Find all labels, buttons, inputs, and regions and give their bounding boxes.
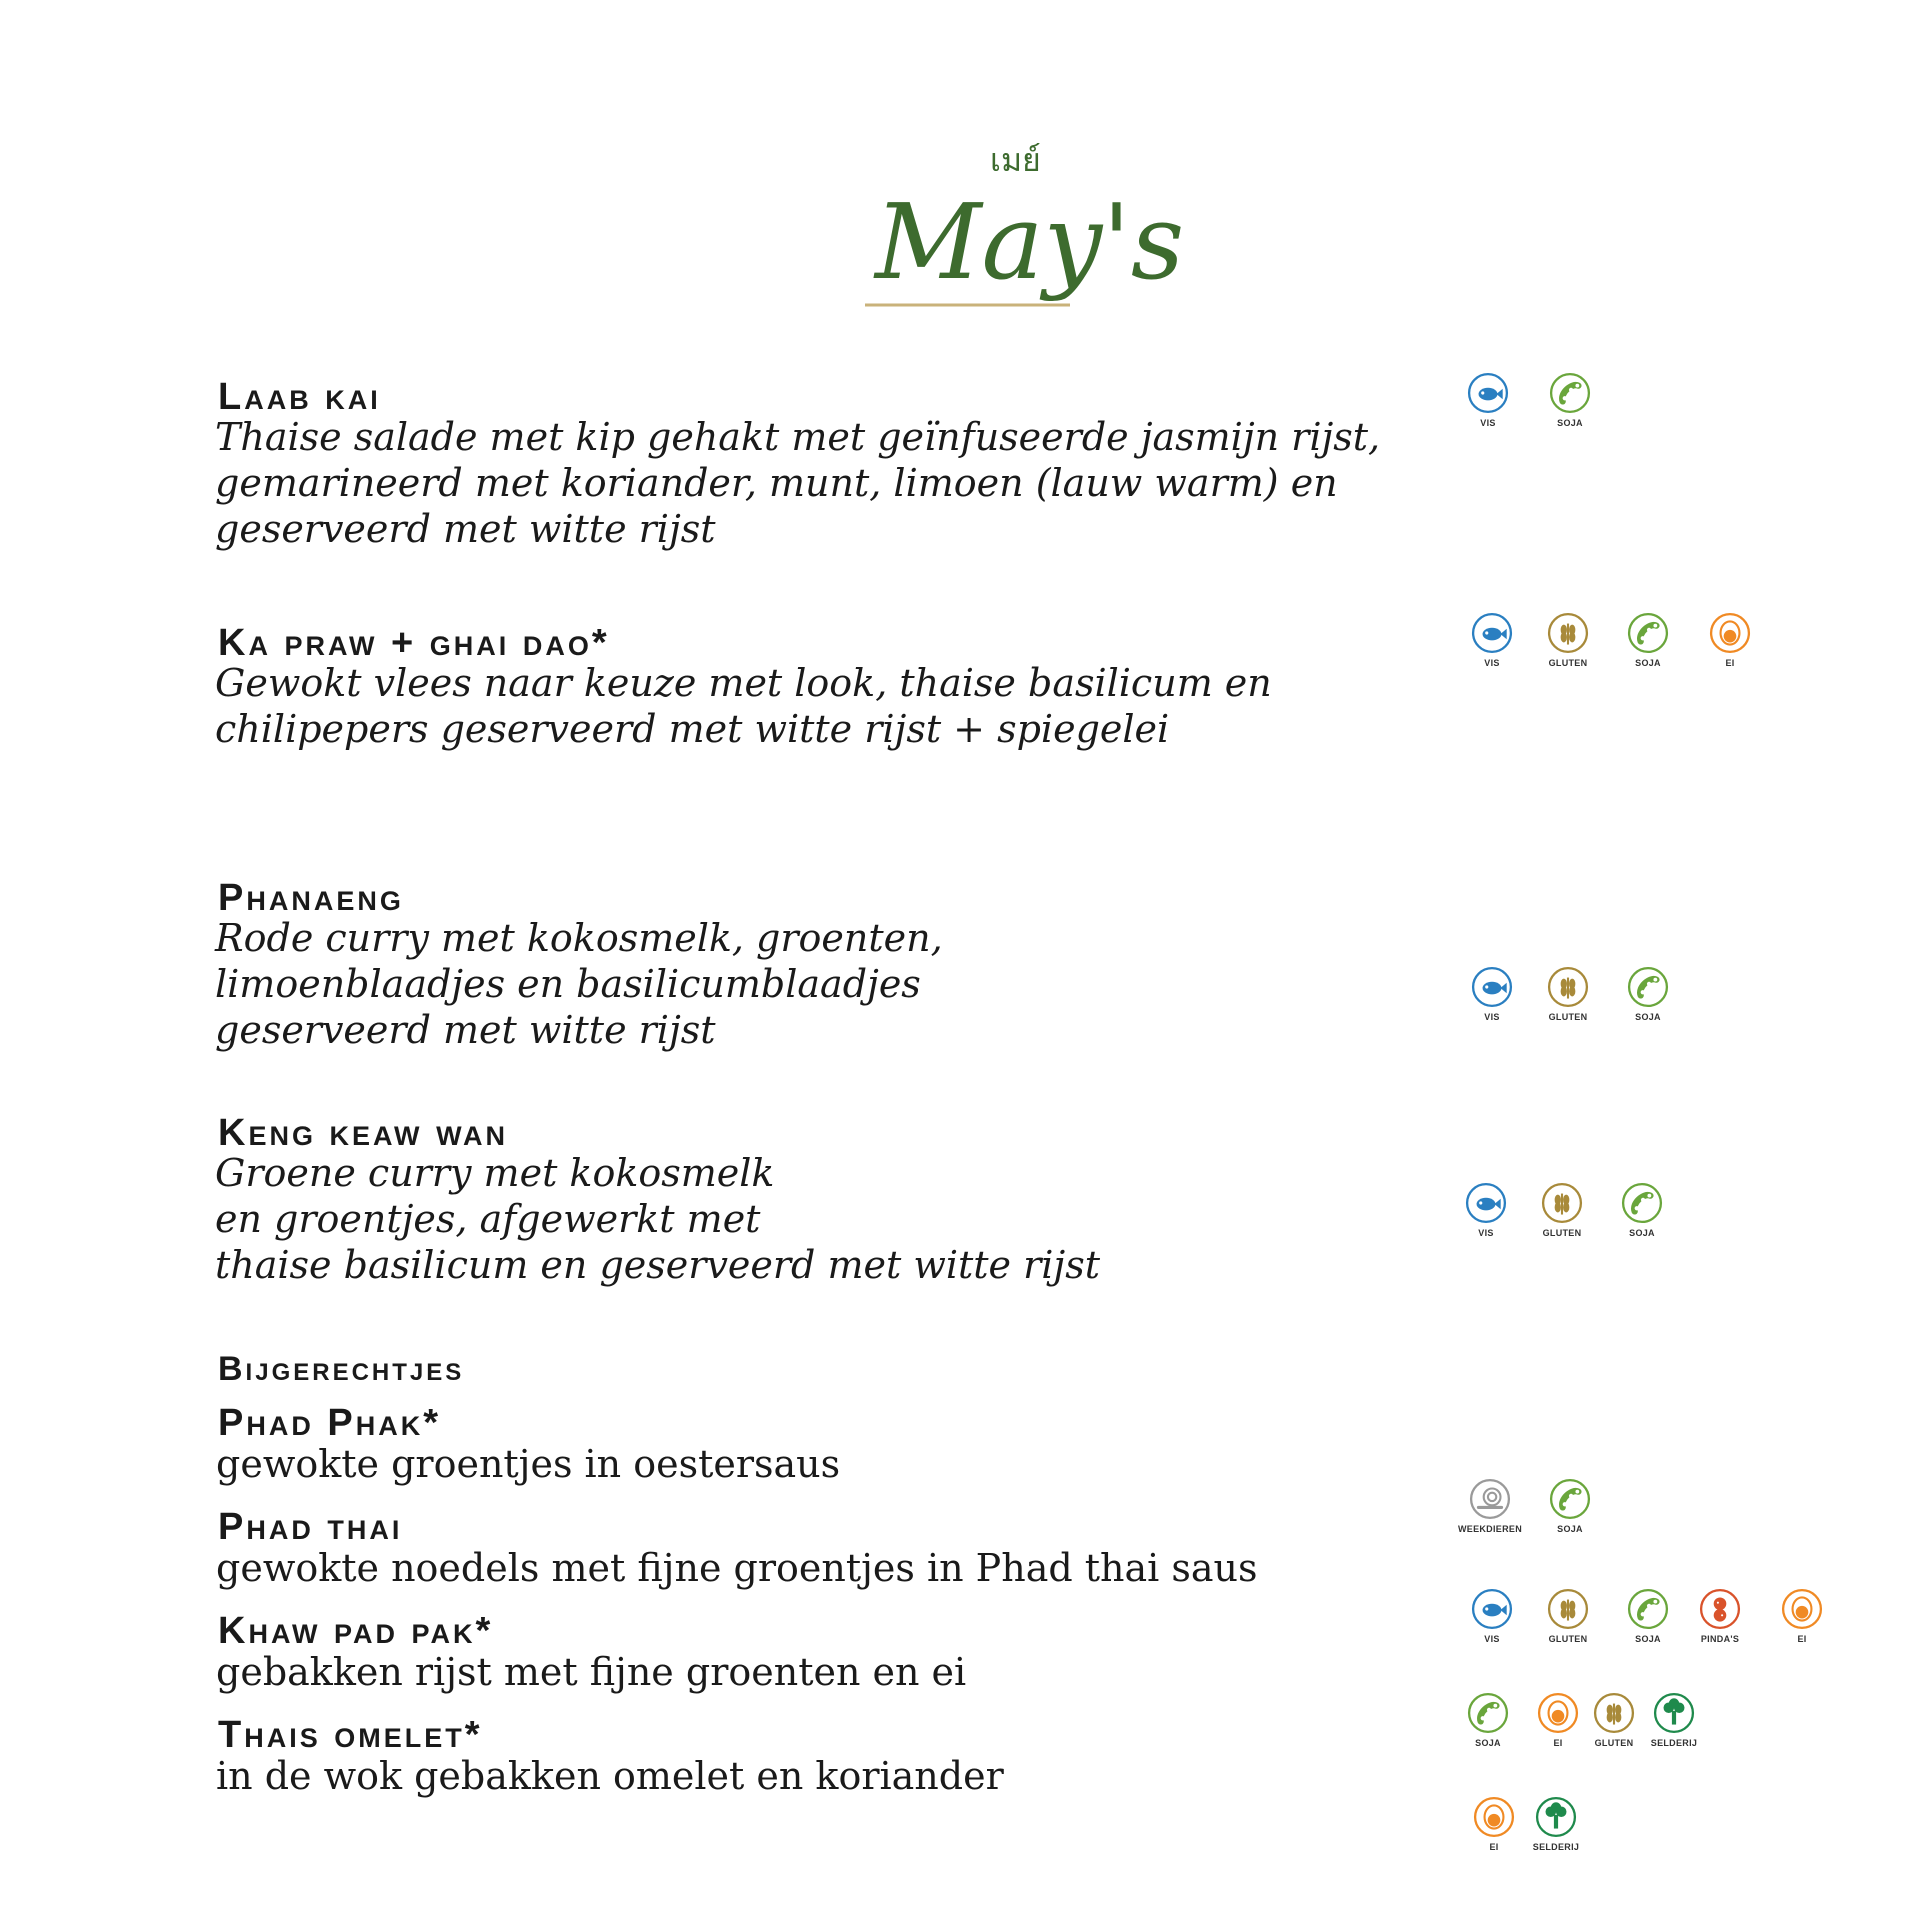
- allergen-label: VIS: [1484, 658, 1500, 668]
- allergen-label: WEEKDIEREN: [1457, 1524, 1522, 1534]
- fish-icon-svg: [1471, 966, 1513, 1008]
- allergen-label: SOJA: [1557, 1524, 1583, 1534]
- item-title: Ka praw + ghai dao*: [218, 622, 610, 664]
- fish-icon-svg: [1471, 1588, 1513, 1630]
- celery-icon: [1516, 1796, 1596, 1852]
- side-description: gewokte noedels met fijne groentjes in Phad thai saus: [216, 1546, 1258, 1590]
- snail-icon: [1450, 1478, 1530, 1534]
- egg-icon: [1762, 1588, 1842, 1644]
- celery-icon-svg: [1535, 1796, 1577, 1838]
- wheat-icon: [1528, 1588, 1608, 1644]
- egg-icon-svg: [1473, 1796, 1515, 1838]
- allergen-label: EI: [1797, 1634, 1807, 1644]
- wheat-icon-svg: [1593, 1692, 1635, 1734]
- allergen-label: GLUTEN: [1548, 1634, 1588, 1644]
- soy-icon: [1448, 1692, 1528, 1748]
- allergen-label: VIS: [1484, 1012, 1500, 1022]
- allergen-label: SOJA: [1557, 418, 1583, 428]
- wheat-icon: [1528, 612, 1608, 668]
- side-description: gewokte groentjes in oestersaus: [216, 1442, 841, 1486]
- allergen-label: EI: [1725, 658, 1735, 668]
- item-description: Groene curry met kokosmelk en groentjes, afgewerkt met thaise basilicum en geserveerd met witte rijst: [215, 1151, 1100, 1287]
- soy-icon: [1608, 966, 1688, 1022]
- sides-heading: Bijgerechtjes: [218, 1350, 465, 1388]
- allergen-label: GLUTEN: [1548, 1012, 1588, 1022]
- item-description: Rode curry met kokosmelk, groenten, limoenblaadjes en basilicumblaadjes geserveerd met witte rijst: [215, 916, 943, 1052]
- logo: [855, 170, 1185, 350]
- fish-icon-svg: [1471, 612, 1513, 654]
- allergen-label: SOJA: [1635, 1634, 1661, 1644]
- side-title: Phad thai: [218, 1506, 403, 1548]
- wheat-icon-svg: [1547, 612, 1589, 654]
- soy-icon: [1530, 1478, 1610, 1534]
- allergen-label: EI: [1489, 1842, 1499, 1852]
- allergen-label: GLUTEN: [1542, 1228, 1582, 1238]
- allergen-label: GLUTEN: [1548, 658, 1588, 668]
- allergen-label: SOJA: [1475, 1738, 1501, 1748]
- allergen-label: VIS: [1478, 1228, 1494, 1238]
- soy-icon-svg: [1627, 612, 1669, 654]
- allergen-label: GLUTEN: [1594, 1738, 1634, 1748]
- celery-icon: [1634, 1692, 1714, 1748]
- peanut-icon-svg: [1699, 1588, 1741, 1630]
- side-title: Khaw pad pak*: [218, 1610, 494, 1652]
- wheat-icon: [1522, 1182, 1602, 1238]
- celery-icon-svg: [1653, 1692, 1695, 1734]
- allergen-label: SOJA: [1629, 1228, 1655, 1238]
- allergen-label: SOJA: [1635, 1012, 1661, 1022]
- egg-icon-svg: [1537, 1692, 1579, 1734]
- fish-icon: [1452, 966, 1532, 1022]
- logo-text: May's: [875, 181, 1185, 303]
- item-description: Thaise salade met kip gehakt met geïnfuseerde jasmijn rijst, gemarineerd met koriander, munt, limoen (lauw warm) en geserveerd met witte rijst: [215, 415, 1381, 551]
- soy-icon: [1608, 612, 1688, 668]
- soy-icon-svg: [1549, 1478, 1591, 1520]
- item-title: Laab kai: [218, 376, 381, 418]
- side-description: in de wok gebakken omelet en koriander: [216, 1754, 1004, 1798]
- fish-icon: [1448, 372, 1528, 428]
- side-description: gebakken rijst met fijne groenten en ei: [216, 1650, 967, 1694]
- egg-icon-svg: [1709, 612, 1751, 654]
- snail-icon-svg: [1469, 1478, 1511, 1520]
- item-title: Keng keaw wan: [218, 1112, 509, 1154]
- wheat-icon: [1528, 966, 1608, 1022]
- allergen-label: SOJA: [1635, 658, 1661, 668]
- item-description: Gewokt vlees naar keuze met look, thaise basilicum en chilipepers geserveerd met witte rijst + spiegelei: [215, 661, 1272, 751]
- egg-icon-svg: [1781, 1588, 1823, 1630]
- wheat-icon-svg: [1541, 1182, 1583, 1224]
- side-title: Thais omelet*: [218, 1714, 483, 1756]
- allergen-label: SELDERIJ: [1532, 1842, 1580, 1852]
- soy-icon-svg: [1621, 1182, 1663, 1224]
- soy-icon: [1530, 372, 1610, 428]
- fish-icon: [1452, 1588, 1532, 1644]
- wheat-icon-svg: [1547, 966, 1589, 1008]
- egg-icon: [1690, 612, 1770, 668]
- thai-name: เมย์: [990, 141, 1041, 179]
- allergen-label: EI: [1553, 1738, 1563, 1748]
- soy-icon: [1608, 1588, 1688, 1644]
- allergen-label: VIS: [1480, 418, 1496, 428]
- allergen-label: PINDA'S: [1700, 1634, 1740, 1644]
- soy-icon-svg: [1549, 372, 1591, 414]
- side-title: Phad Phak*: [218, 1402, 442, 1444]
- peanut-icon: [1680, 1588, 1760, 1644]
- fish-icon: [1452, 612, 1532, 668]
- item-title: Phanaeng: [218, 877, 404, 919]
- soy-icon-svg: [1627, 1588, 1669, 1630]
- allergen-label: VIS: [1484, 1634, 1500, 1644]
- soy-icon-svg: [1467, 1692, 1509, 1734]
- soy-icon-svg: [1627, 966, 1669, 1008]
- soy-icon: [1602, 1182, 1682, 1238]
- wheat-icon-svg: [1547, 1588, 1589, 1630]
- fish-icon-svg: [1465, 1182, 1507, 1224]
- fish-icon: [1446, 1182, 1526, 1238]
- fish-icon-svg: [1467, 372, 1509, 414]
- allergen-label: SELDERIJ: [1650, 1738, 1698, 1748]
